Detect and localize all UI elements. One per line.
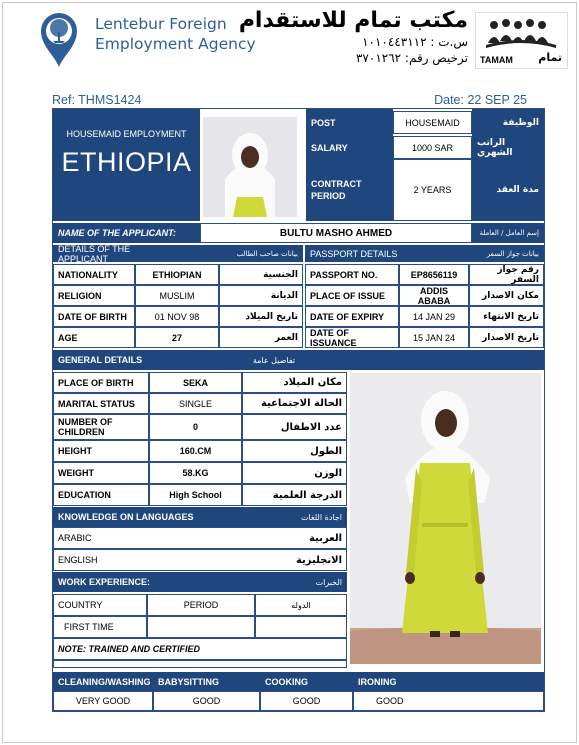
language-arabic-arabic: العربية [309,532,342,544]
country-title: ETHIOPIA [61,147,192,177]
dob-value: 01 NOV 98 [135,306,219,327]
passport-heading-arabic: بيانات جواز السفر [405,245,544,262]
contract-value: 2 YEARS [393,159,472,221]
logo-arabic-text: تمام [538,51,562,64]
skill-value-babysitting: GOOD [153,691,260,711]
note-spacer [53,660,347,668]
agency-name-line1: Lentebur Foreign [95,15,227,33]
age-label: AGE [53,327,135,348]
general-details-heading: GENERAL DETAILS [53,350,201,370]
post-label: POST [306,109,393,136]
applicant-name-label: NAME OF THE APPLICANT: [53,223,200,243]
language-row-arabic [53,527,347,549]
age-arabic: العمر [219,327,303,348]
skill-value-cleaning: VERY GOOD [53,691,153,711]
applicant-name-arabic: إسم العامل / العاملة [472,223,544,243]
education-value: High School [149,484,242,506]
arabic-license-number: ترخيص رقم: ٣٧٠١٢٦٢ [355,51,468,65]
religion-arabic: الديانة [219,285,303,306]
nationality-label: NATIONALITY [53,264,135,285]
work-experience-heading: WORK EXPERIENCE: [53,572,201,592]
arabic-agency-title: مكتب تمام للاستقدام [238,8,468,33]
contract-arabic: مدة العقد [472,159,544,221]
salary-arabic: الراتب الشهري [472,136,544,159]
post-arabic: الوظيفة [472,109,544,136]
date-of-expiry-label: DATE OF EXPIRY [305,306,399,327]
marital-status-arabic: الحالة الاجتماعية [242,393,347,414]
skill-header-cooking: COOKING [260,672,353,691]
skill-header-cleaning: CLEANING/WASHING [53,672,153,691]
work-experience-heading-arabic: الخبرات [201,572,347,592]
country-column-label: COUNTRY [53,594,147,616]
place-of-birth-arabic: مكان الميلاد [242,372,347,393]
date-of-issuance-value: 15 JAN 24 [399,327,469,348]
period-column-label: PERIOD [147,594,255,616]
general-details-heading-arabic: تفاصيل عامة [201,350,347,370]
weight-label: WEIGHT [53,462,149,484]
marital-status-label: MARITAL STATUS [53,393,149,414]
passport-no-value: EP8656119 [399,264,469,285]
place-of-issue-arabic: مكان الاصدار [469,285,544,306]
details-heading-arabic: بيانات صاحب الطالب [179,245,303,262]
weight-value: 58.KG [149,462,242,484]
agency-name-line2: Employment Agency [95,35,256,53]
number-of-children-arabic: عدد الاطفال [242,414,347,440]
language-arabic-label: ARABIC [58,533,92,543]
height-arabic: الطول [242,440,347,462]
nationality-arabic: الجنسية [219,264,303,285]
note-training: NOTE: TRAINED AND CERTIFIED [53,638,347,660]
country-column-arabic: الدوله [255,594,347,616]
nationality-value: ETHIOPIAN [135,264,219,285]
height-label: HEIGHT [53,440,149,462]
contract-label: CONTRACT PERIOD [306,159,393,221]
date-of-expiry-value: 14 JAN 29 [399,306,469,327]
dob-label: DATE OF BIRTH [53,306,135,327]
reference-number: Ref: THMS1424 [52,93,142,107]
place-of-issue-value: ADDIS ABABA [399,285,469,306]
headshot-image [203,117,297,217]
first-time-label: FIRST TIME [53,616,147,638]
logo-text: TAMAM [480,55,513,65]
full-body-image [350,373,541,664]
passport-heading: PASSPORT DETAILS [305,245,405,262]
agency-brand [38,10,256,68]
date-of-issuance-label: DATE OF ISSUANCE [305,327,399,348]
language-row-english [53,549,347,571]
passport-no-arabic: رقم جواز السفر [469,264,544,285]
education-label: EDUCATION [53,484,149,506]
religion-value: MUSLIM [135,285,219,306]
applicant-name-value: BULTU MASHO AHMED [200,223,472,243]
cv-sheet [52,108,545,712]
education-arabic: الدرجة العلمية [242,484,347,506]
applicant-headshot [203,117,297,217]
employment-panel [53,109,200,221]
passport-no-label: PASSPORT NO. [305,264,399,285]
date-of-expiry-arabic: تاريخ الانتهاء [469,306,544,327]
place-of-birth-label: PLACE OF BIRTH [53,372,149,393]
salary-value: 1000 SAR [393,136,472,159]
weight-arabic: الوزن [242,462,347,484]
document-date: Date: 22 SEP 25 [434,93,527,107]
place-of-birth-value: SEKA [149,372,242,393]
skill-header-ironing: IRONING [353,672,544,691]
arabic-cr-number: س.ت : ١٠١٠٤٤٣١١٢ [362,35,468,49]
dob-arabic: تاريخ الميلاد [219,306,303,327]
language-english-label: ENGLISH [58,555,98,565]
general-details-bar [347,350,544,370]
religion-label: RELIGION [53,285,135,306]
age-value: 27 [135,327,219,348]
skill-header-babysitting: BABYSITTING [153,672,260,691]
salary-label: SALARY [306,136,393,159]
number-of-children-label: NUMBER OF CHILDREN [53,414,149,440]
number-of-children-value: 0 [149,414,242,440]
marital-status-value: SINGLE [149,393,242,414]
first-time-country [255,616,347,638]
place-of-issue-label: PLACE OF ISSUE [305,285,399,306]
height-value: 160.CM [149,440,242,462]
skill-value-ironing: GOOD [353,691,544,711]
employment-type: HOUSEMAID EMPLOYMENT [66,129,187,139]
tree-location-pin-icon [38,10,80,68]
languages-heading: KNOWLEDGE ON LANGUAGES [53,507,201,527]
tamam-logo [475,12,568,69]
details-heading: DETAILS OF THE APPLICANT [53,245,179,262]
skill-value-cooking: GOOD [260,691,353,711]
applicant-full-photo [350,373,541,664]
arabic-agency-block [239,8,468,66]
date-of-issuance-arabic: تاريخ الاصدار [469,327,544,348]
first-time-period [147,616,255,638]
languages-heading-arabic: اجادة اللغات [201,507,347,527]
language-english-arabic: الانجليزية [295,554,342,566]
post-value: HOUSEMAID [393,111,472,134]
